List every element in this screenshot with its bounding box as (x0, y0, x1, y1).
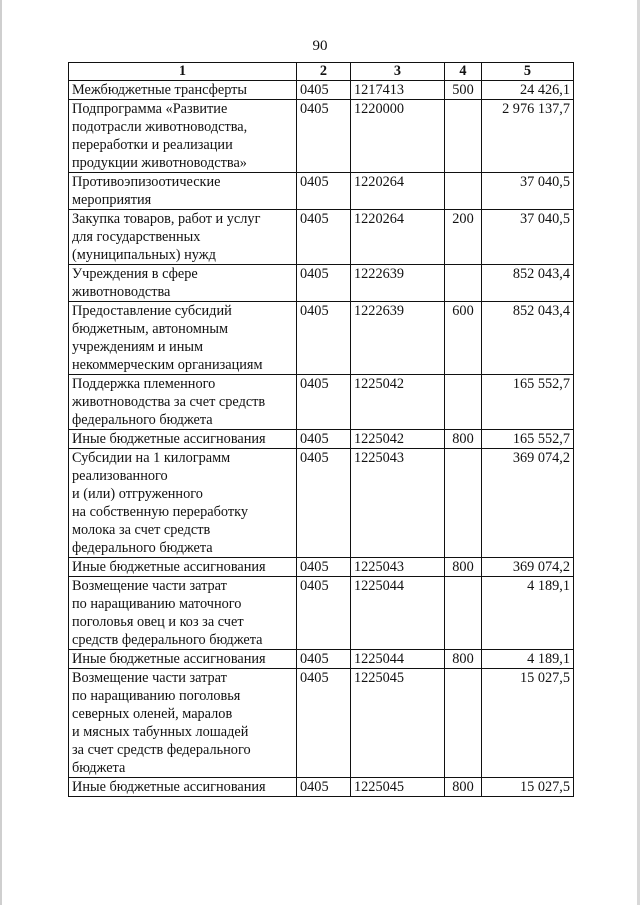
table-row (69, 778, 574, 797)
row-vr-cell: 800 (445, 558, 482, 577)
row-name-line: Противоэпизоотические (72, 174, 221, 190)
row-section-cell: 0405 (297, 430, 351, 449)
row-name-cell (69, 577, 297, 650)
row-vr-cell: 800 (445, 430, 482, 449)
row-name-cell (69, 81, 297, 100)
row-csr-cell: 1222639 (351, 265, 445, 302)
scan-edge-left (0, 0, 2, 905)
row-section-cell: 0405 (297, 449, 351, 558)
row-amount-cell: 15 027,5 (482, 669, 574, 778)
row-name-cell (69, 210, 297, 265)
row-name-cell (69, 669, 297, 778)
row-name-line: Иные бюджетные ассигнования (72, 559, 266, 575)
table-row (69, 558, 574, 577)
row-amount-cell: 165 552,7 (482, 375, 574, 430)
table-row (69, 449, 574, 558)
row-name-line: на собственную переработку (72, 504, 249, 520)
row-name-line: мероприятия (72, 192, 152, 208)
table-row (69, 210, 574, 265)
row-amount-cell: 37 040,5 (482, 173, 574, 210)
row-csr-cell: 1225042 (351, 430, 445, 449)
row-name-line: и мясных табунных лошадей (72, 724, 249, 740)
table-row (69, 265, 574, 302)
row-name-line: (муниципальных) нужд (72, 247, 216, 263)
table-row (69, 173, 574, 210)
row-name-line: учреждениям и иным (72, 339, 204, 355)
row-name-line: Поддержка племенного (72, 376, 216, 392)
row-name-line: бюджета (72, 760, 126, 776)
table-row (69, 650, 574, 669)
row-name-line: переработки и реализации (72, 137, 233, 153)
row-name-line: и (или) отгруженного (72, 486, 203, 502)
row-name-cell (69, 558, 297, 577)
row-amount-cell: 369 074,2 (482, 449, 574, 558)
row-section-cell: 0405 (297, 558, 351, 577)
row-name-cell (69, 430, 297, 449)
table-row (69, 577, 574, 650)
row-name-line: реализованного (72, 468, 168, 484)
row-amount-cell: 165 552,7 (482, 430, 574, 449)
row-name-cell (69, 302, 297, 375)
row-section-cell: 0405 (297, 173, 351, 210)
row-csr-cell: 1225044 (351, 650, 445, 669)
row-vr-cell: 200 (445, 210, 482, 265)
row-name-line: Возмещение части затрат (72, 670, 227, 686)
row-name-line: по наращиванию маточного (72, 596, 242, 612)
row-csr-cell: 1225045 (351, 669, 445, 778)
row-name-cell (69, 778, 297, 797)
table-row (69, 81, 574, 100)
table-row (69, 375, 574, 430)
row-name-cell (69, 650, 297, 669)
header-col-1: 1 (69, 63, 297, 81)
row-name-line: за счет средств федерального (72, 742, 251, 758)
row-section-cell: 0405 (297, 669, 351, 778)
row-name-line: Подпрограмма «Развитие (72, 101, 228, 117)
table-row (69, 430, 574, 449)
row-name-line: Возмещение части затрат (72, 578, 227, 594)
row-name-line: северных оленей, маралов (72, 706, 233, 722)
row-csr-cell: 1225043 (351, 449, 445, 558)
row-name-line: животноводства за счет средств (72, 394, 266, 410)
row-name-line: для государственных (72, 229, 201, 245)
row-csr-cell: 1225043 (351, 558, 445, 577)
row-name-line: поголовья овец и коз за счет (72, 614, 244, 630)
row-vr-cell (445, 100, 482, 173)
row-name-line: Учреждения в сфере (72, 266, 198, 282)
table-row (69, 100, 574, 173)
row-csr-cell: 1217413 (351, 81, 445, 100)
row-csr-cell: 1220000 (351, 100, 445, 173)
row-name-line: Закупка товаров, работ и услуг (72, 211, 261, 227)
row-name-line: Межбюджетные трансферты (72, 82, 248, 98)
row-vr-cell: 800 (445, 650, 482, 669)
row-name-line: животноводства (72, 284, 171, 300)
row-name-line: федерального бюджета (72, 412, 213, 428)
row-csr-cell: 1225045 (351, 778, 445, 797)
row-amount-cell: 852 043,4 (482, 265, 574, 302)
row-section-cell: 0405 (297, 577, 351, 650)
table-header-row (69, 63, 574, 81)
row-section-cell: 0405 (297, 778, 351, 797)
row-amount-cell: 4 189,1 (482, 577, 574, 650)
row-csr-cell: 1220264 (351, 210, 445, 265)
row-section-cell: 0405 (297, 210, 351, 265)
row-amount-cell: 852 043,4 (482, 302, 574, 375)
header-col-5: 5 (482, 63, 574, 81)
row-name-line: некоммерческим организациям (72, 357, 263, 373)
row-section-cell: 0405 (297, 265, 351, 302)
row-name-line: Иные бюджетные ассигнования (72, 431, 266, 447)
row-section-cell: 0405 (297, 302, 351, 375)
row-name-line: Иные бюджетные ассигнования (72, 651, 266, 667)
table-row (69, 302, 574, 375)
row-name-line: средств федерального бюджета (72, 632, 263, 648)
row-section-cell: 0405 (297, 100, 351, 173)
row-vr-cell: 600 (445, 302, 482, 375)
row-csr-cell: 1220264 (351, 173, 445, 210)
table-body (69, 81, 574, 797)
row-name-line: молока за счет средств (72, 522, 211, 538)
header-col-3: 3 (351, 63, 445, 81)
row-section-cell: 0405 (297, 81, 351, 100)
row-name-cell (69, 100, 297, 173)
row-vr-cell: 800 (445, 778, 482, 797)
budget-table (68, 62, 574, 797)
row-csr-cell: 1225042 (351, 375, 445, 430)
row-amount-cell: 4 189,1 (482, 650, 574, 669)
row-vr-cell (445, 577, 482, 650)
row-name-line: Субсидии на 1 килограмм (72, 450, 231, 466)
row-csr-cell: 1222639 (351, 302, 445, 375)
row-name-line: федерального бюджета (72, 540, 213, 556)
row-name-cell (69, 173, 297, 210)
row-section-cell: 0405 (297, 375, 351, 430)
row-vr-cell (445, 449, 482, 558)
row-name-cell (69, 375, 297, 430)
row-vr-cell (445, 173, 482, 210)
row-name-cell (69, 449, 297, 558)
row-name-line: продукции животноводства» (72, 155, 247, 171)
row-name-line: по наращиванию поголовья (72, 688, 241, 704)
row-name-cell (69, 265, 297, 302)
row-name-line: Предоставление субсидий (72, 303, 232, 319)
row-csr-cell: 1225044 (351, 577, 445, 650)
row-amount-cell: 369 074,2 (482, 558, 574, 577)
row-name-line: Иные бюджетные ассигнования (72, 779, 266, 795)
page-number: 90 (312, 38, 328, 54)
row-amount-cell: 37 040,5 (482, 210, 574, 265)
row-section-cell: 0405 (297, 650, 351, 669)
header-col-2: 2 (297, 63, 351, 81)
row-vr-cell: 500 (445, 81, 482, 100)
row-name-line: бюджетным, автономным (72, 321, 229, 337)
header-col-4: 4 (445, 63, 482, 81)
row-amount-cell: 15 027,5 (482, 778, 574, 797)
row-amount-cell: 2 976 137,7 (482, 100, 574, 173)
row-vr-cell (445, 265, 482, 302)
row-amount-cell: 24 426,1 (482, 81, 574, 100)
row-name-line: подотрасли животноводства, (72, 119, 248, 135)
row-vr-cell (445, 669, 482, 778)
table-row (69, 669, 574, 778)
row-vr-cell (445, 375, 482, 430)
